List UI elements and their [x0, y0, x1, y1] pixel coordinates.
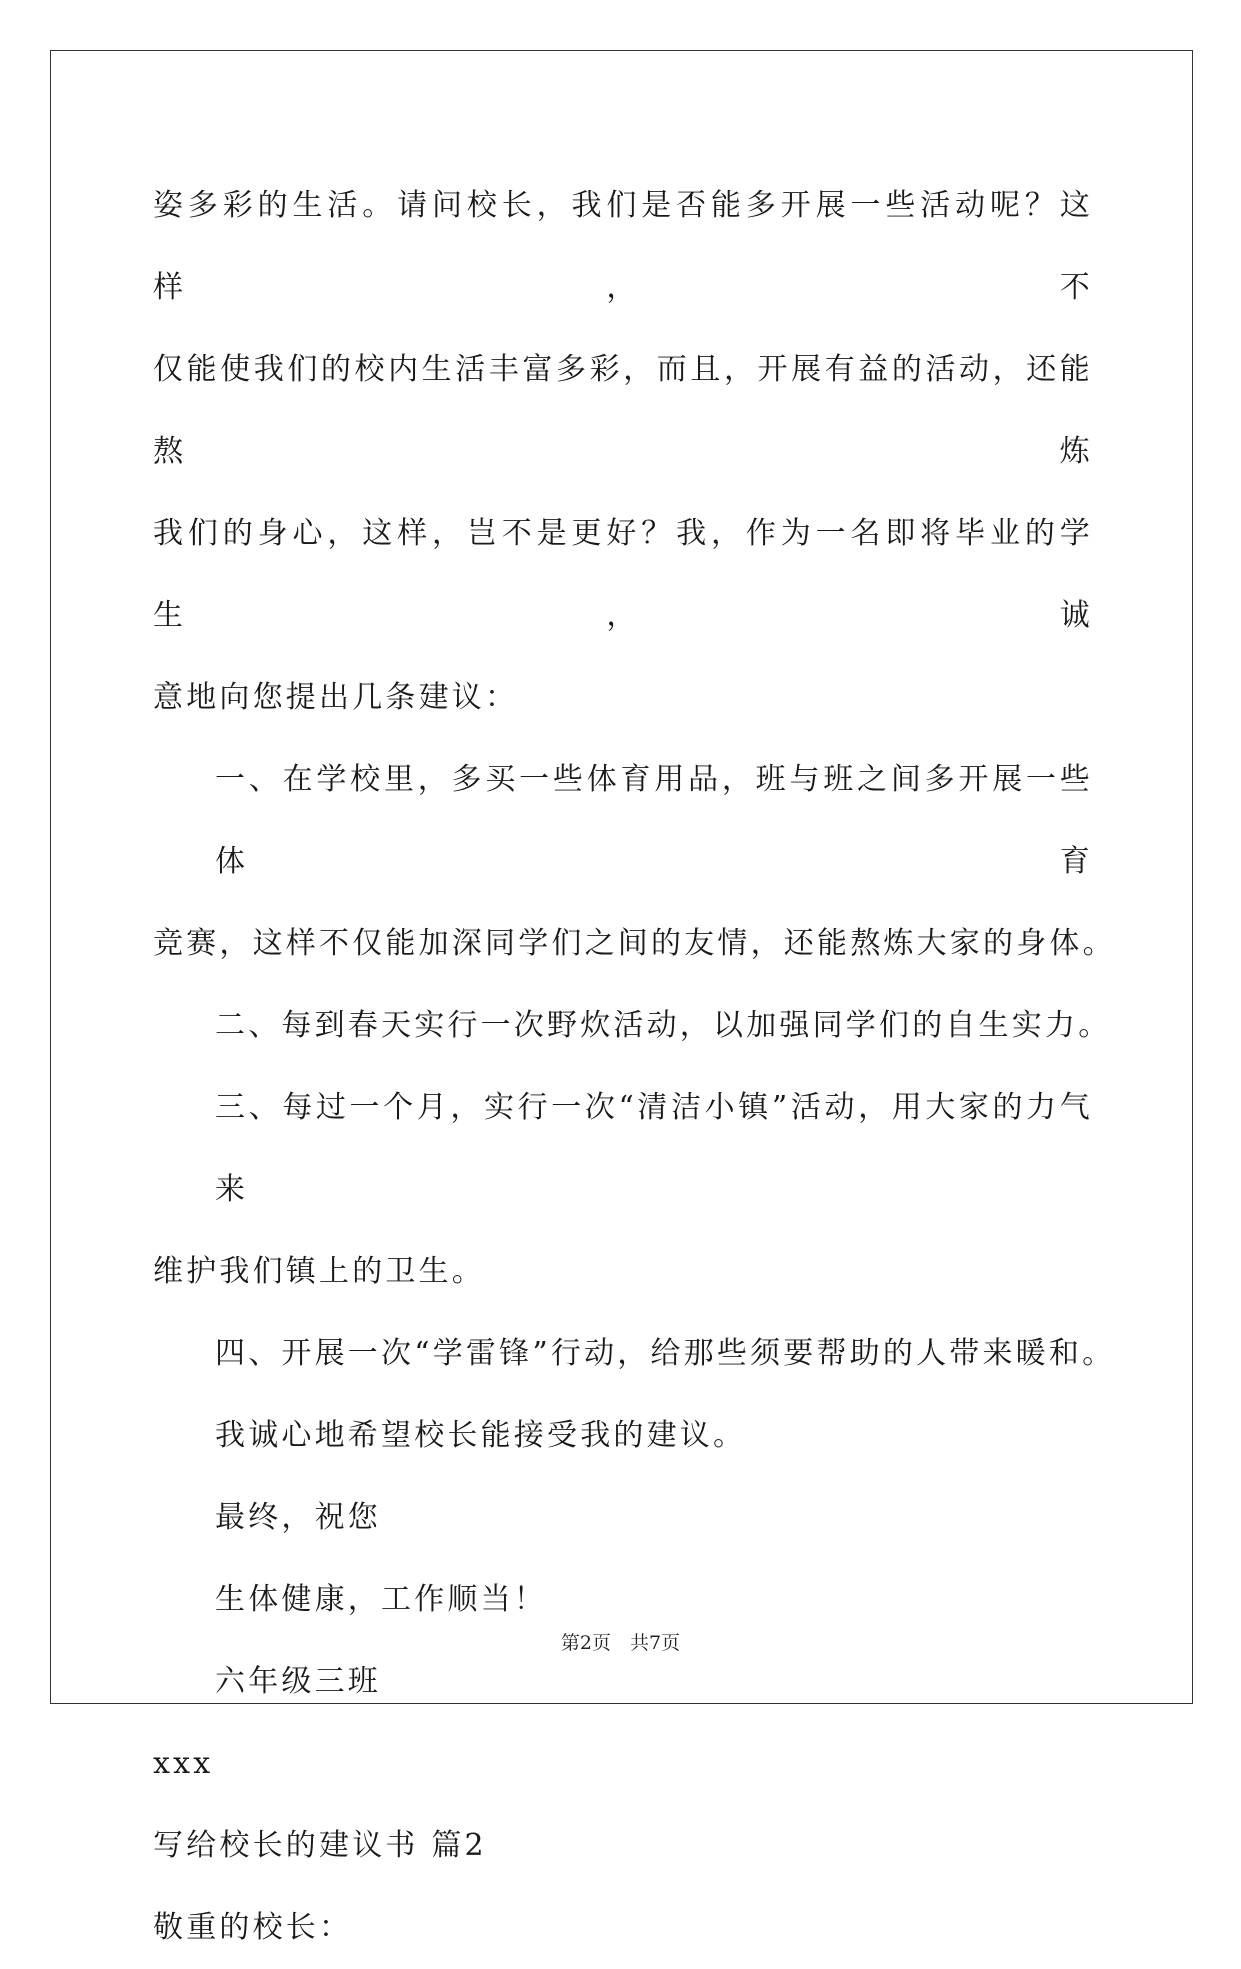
paragraph-suggestion-4: [153, 1313, 1116, 1395]
text-line: 最终，祝您: [215, 1500, 381, 1535]
text-line: 我诚心地希望校长能接受我的建议。: [215, 1418, 747, 1453]
paragraph-salutation: [153, 1887, 1093, 1969]
paragraph-closing: [153, 1477, 1093, 1559]
text-line: 维护我们镇上的卫生。: [153, 1254, 485, 1289]
text-line: 竞赛，这样不仅能加深同学们之间的友情，还能熬炼大家的身体。: [153, 926, 1116, 961]
text-line: 二、每到春天实行一次野炊活动，以加强同学们的自生实力。: [215, 1008, 1112, 1043]
text-line: 六年级三班: [215, 1664, 381, 1699]
paragraph-signature-name: [153, 1723, 1093, 1805]
text-line: 意地向您提出几条建议：: [153, 680, 519, 715]
text-line: 仅能使我们的校内生活丰富多彩，而且，开展有益的活动，还能熬炼: [153, 352, 1093, 469]
text-line: 我们的身心，这样，岂不是更好？我，作为一名即将毕业的学生，诚: [153, 516, 1093, 633]
text-line: 生体健康，工作顺当！: [215, 1582, 547, 1617]
paragraph-suggestion-2: [153, 985, 1112, 1067]
text-line: 一、在学校里，多买一些体育用品，班与班之间多开展一些体育: [215, 762, 1093, 879]
text-line: xxx: [153, 1746, 214, 1781]
text-line: 写给校长的建议书 篇2: [153, 1828, 487, 1863]
text-line: 三、每过一个月，实行一次“清洁小镇”活动，用大家的力气来: [215, 1090, 1093, 1207]
page-number-footer: 第2页 共7页: [560, 1632, 681, 1654]
paragraph-suggestion-3: [153, 1067, 1093, 1313]
paragraph-hope: [153, 1395, 1093, 1477]
text-line: 四、开展一次“学雷锋”行动，给那些须要帮助的人带来暖和。: [215, 1336, 1116, 1371]
section-title: [153, 1805, 1093, 1887]
paragraph-continuation: [153, 165, 1093, 739]
paragraph-suggestion-1: [153, 739, 1116, 985]
document-body: [153, 165, 1116, 1969]
text-line: 敬重的校长：: [153, 1910, 353, 1945]
text-line: 姿多彩的生活。请问校长，我们是否能多开展一些活动呢？这样，不: [153, 188, 1093, 305]
